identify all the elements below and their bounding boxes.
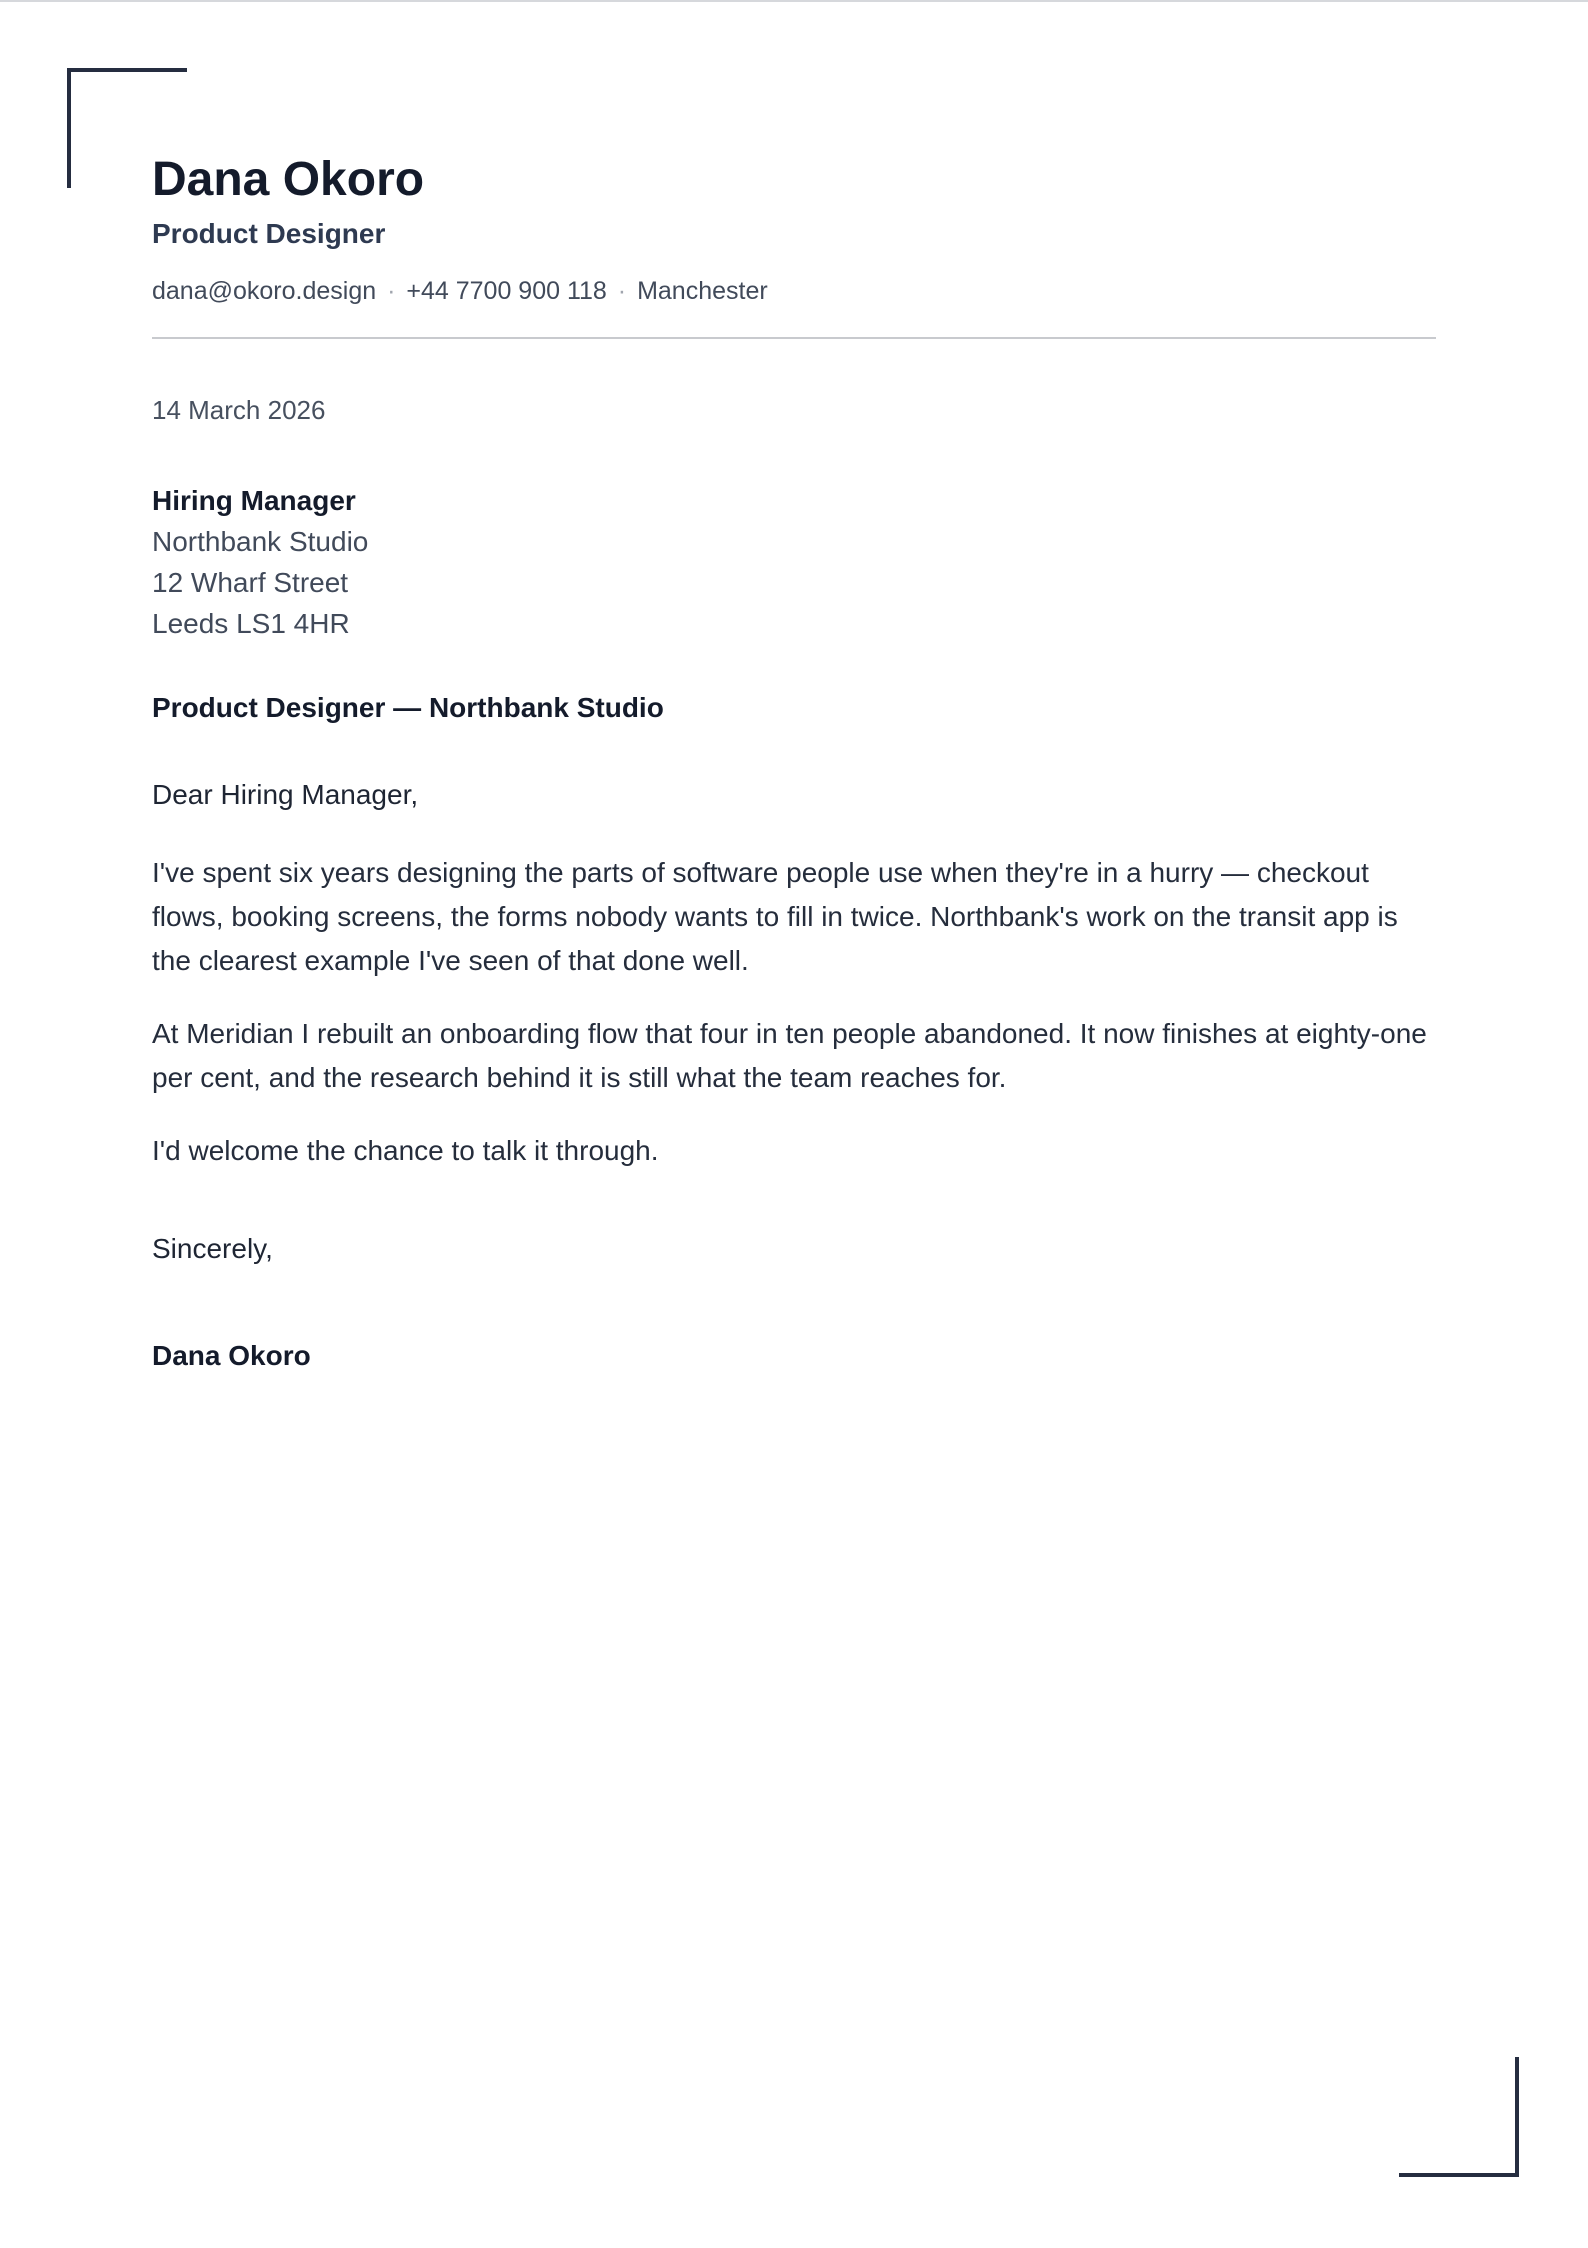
recipient-name: Hiring Manager	[152, 485, 356, 516]
contact-line	[152, 274, 768, 308]
body-paragraph: I'd welcome the chance to talk it through.	[152, 1135, 659, 1166]
body-paragraph: At Meridian I rebuilt an onboarding flow that four in ten people abandoned. It now finishes at eighty-one per cent, and the research behind it is still what the team reaches for.	[152, 1018, 1427, 1093]
contact-location: Manchester	[637, 277, 768, 305]
recipient-company: Northbank Studio	[152, 526, 369, 557]
contact-email[interactable]: dana@okoro.design	[152, 277, 377, 305]
letter-subject: Product Designer — Northbank Studio	[152, 692, 664, 723]
page-top-edge	[0, 0, 1588, 2]
salutation: Dear Hiring Manager,	[152, 779, 419, 810]
sender-role: Product Designer	[152, 218, 386, 249]
sender-name: Dana Okoro	[152, 153, 425, 206]
header-divider	[152, 337, 1436, 339]
recipient-street: 12 Wharf Street	[152, 567, 349, 598]
body-paragraph: I've spent six years designing the parts of software people use when they're in a hurry — checkout flows, booking screens, the forms nobody wants to fill in twice. Northbank's work on the transit app is the clearest example I've seen of that done well.	[152, 857, 1398, 976]
contact-phone[interactable]: +44 7700 900 118	[406, 277, 607, 305]
closing: Sincerely,	[152, 1233, 273, 1264]
signature-name: Dana Okoro	[152, 1340, 311, 1371]
letter-date: 14 March 2026	[152, 395, 326, 425]
recipient-block	[152, 480, 368, 644]
recipient-city: Leeds LS1 4HR	[152, 608, 350, 639]
letter-body	[152, 851, 1436, 1202]
contact-separator: ·	[387, 277, 396, 305]
corner-bracket-bottom-right	[1399, 2057, 1519, 2177]
contact-separator: ·	[617, 277, 627, 305]
